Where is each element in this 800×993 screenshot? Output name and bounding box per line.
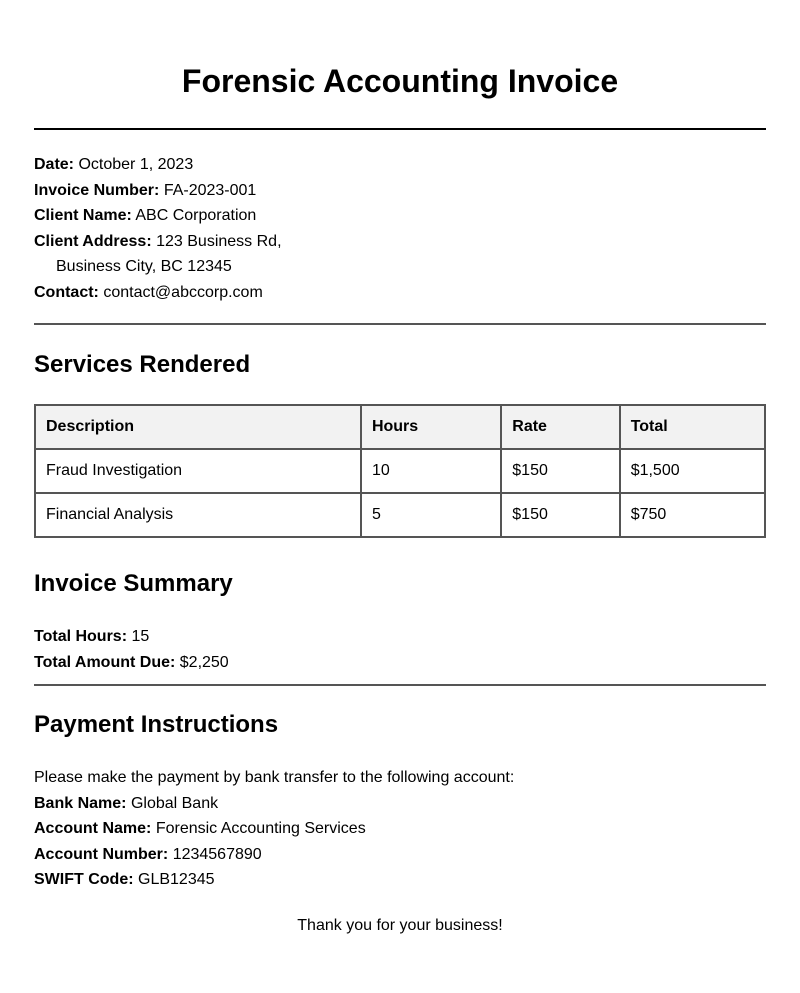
account-name-value: Forensic Accounting Services [155,820,366,838]
total-hours-line [34,624,229,650]
services-table [34,404,766,538]
column-header-description: Description [35,405,361,449]
date-line [34,152,282,178]
column-header-rate: Rate [501,405,619,449]
client-address-line1: 123 Business Rd, [156,232,282,250]
swift-code-value: GLB12345 [138,871,215,889]
account-number-value: 1234567890 [172,845,262,863]
client-address-line2: Business City, BC 12345 [56,258,232,276]
account-number-label: Account Number: [34,845,169,863]
total-hours-label: Total Hours: [34,628,128,645]
cell-description: Fraud Investigation [35,449,361,493]
cell-total: $1,500 [620,449,765,493]
total-due-line [34,650,229,676]
thank-you-note: Thank you for your business! [297,917,503,934]
bank-name-label: Bank Name: [34,794,127,812]
payment-instructions [34,765,514,893]
cell-rate: $150 [501,449,619,493]
swift-code-line [34,867,514,893]
table-row [35,449,765,493]
client-address-label: Client Address: [34,232,152,250]
payment-intro: Please make the payment by bank transfer to the following account: [34,769,515,786]
client-name-value: ABC Corporation [135,207,257,225]
cell-total: $750 [620,493,765,537]
page-title: Forensic Accounting Invoice [181,63,619,99]
swift-code-label: SWIFT Code: [34,871,134,889]
cell-hours: 10 [361,449,501,493]
cell-hours: 5 [361,493,501,537]
contact-label: Contact: [34,283,99,301]
summary-divider [34,684,766,686]
date-value: October 1, 2023 [78,156,194,173]
table-row [35,493,765,537]
summary-heading: Invoice Summary [34,570,233,597]
invoice-details [34,152,282,306]
date-label: Date: [34,156,75,173]
bank-name-line [34,791,514,817]
invoice-number-value: FA-2023-001 [163,181,257,199]
invoice-number-line [34,178,282,204]
account-name-line [34,816,514,842]
total-due-label: Total Amount Due: [34,653,176,671]
contact-value: contact@abccorp.com [103,283,263,301]
table-header-row [35,405,765,449]
client-name-label: Client Name: [34,207,132,225]
account-name-label: Account Name: [34,820,152,838]
client-address-line2-row [34,254,282,280]
account-number-line [34,842,514,868]
client-name-line [34,203,282,229]
column-header-total: Total [620,405,765,449]
title-divider [34,128,766,130]
client-address-line [34,229,282,255]
invoice-number-label: Invoice Number: [34,181,160,199]
invoice-summary [34,624,229,675]
contact-line [34,280,282,306]
payment-heading: Payment Instructions [34,711,279,738]
column-header-hours: Hours [361,405,501,449]
total-hours-value: 15 [131,628,150,645]
details-divider [34,323,766,325]
cell-description: Financial Analysis [35,493,361,537]
total-due-value: $2,250 [179,653,229,671]
bank-name-value: Global Bank [130,794,219,812]
cell-rate: $150 [501,493,619,537]
services-heading: Services Rendered [34,351,251,378]
